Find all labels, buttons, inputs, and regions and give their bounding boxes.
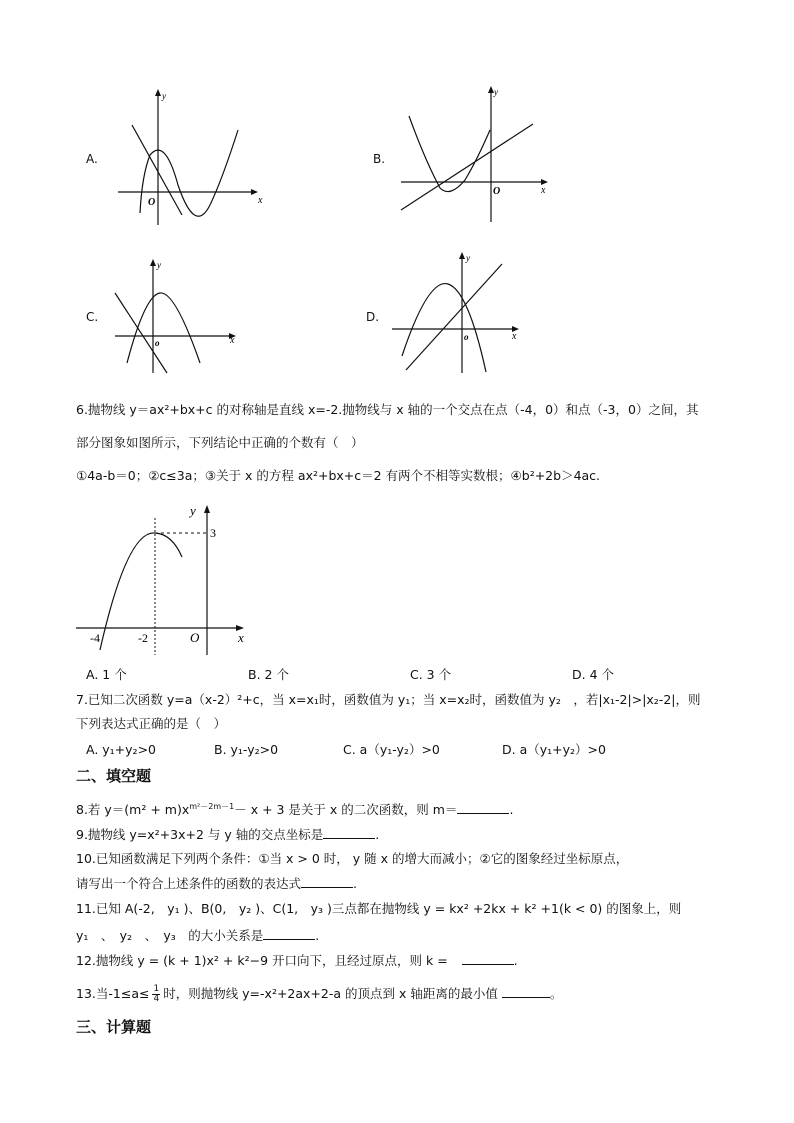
- q6-line3: ①4a-b＝0；②c≤3a；③关于 x 的方程 ax²+bx+c＝2 有两个不相等实数根；④b²+2b＞4ac.: [76, 468, 601, 483]
- q7-line2: 下列表达式正确的是（ ）: [76, 716, 227, 731]
- q6-line1: 6.抛物线 y＝ax²+bx+c 的对称轴是直线 x=-2.抛物线与 x 轴的一个交点在点（-4，0）和点（-3，0）之间，其: [76, 402, 699, 417]
- q9-prefix: 9.抛物线 y=x²+3x+2 与 y 轴的交点坐标是: [76, 827, 324, 842]
- q11-prefix: y₁ 、 y₂ 、 y₃ 的大小关系是: [76, 928, 264, 943]
- q13-frac-den: 4: [153, 994, 160, 1004]
- x-label: x: [512, 331, 517, 342]
- q6-option-c: C. 3 个: [410, 667, 452, 682]
- x-label: x: [238, 630, 244, 645]
- q8-suffix: － x + 3 是关于 x 的二次函数，则 m＝: [234, 802, 458, 817]
- option-a-label: A.: [86, 152, 98, 166]
- q13-fraction: [152, 985, 160, 1004]
- q6-graph: [72, 500, 257, 660]
- q11-line1: 11.已知 A(-2, y₁ )、B(0, y₂ )、C(1, y₃ )三点都在抛物线 y = kx² +2kx + k² +1(k < 0) 的图象上，则: [76, 901, 682, 916]
- q6-option-d: D. 4 个: [572, 667, 614, 682]
- tick-neg4: -4: [90, 631, 100, 645]
- line: [132, 125, 182, 215]
- q6-option-b: B. 2 个: [248, 667, 289, 682]
- graph-d: [388, 248, 528, 378]
- q9-end: .: [375, 827, 380, 842]
- x-label: x: [541, 185, 546, 196]
- q13: [76, 985, 562, 1004]
- q12: [76, 952, 518, 969]
- q7-option-d: D. a（y₁+y₂）>0: [502, 742, 606, 757]
- origin-label: O: [493, 186, 501, 197]
- origin-label: O: [190, 630, 200, 645]
- x-label: x: [258, 195, 263, 206]
- q9-answer-blank[interactable]: [323, 826, 375, 839]
- q11-line2: [76, 927, 319, 944]
- origin-label: O: [148, 197, 156, 208]
- option-b-label: B.: [373, 152, 386, 166]
- line: [401, 124, 533, 210]
- parabola: [127, 293, 200, 363]
- q8-answer-blank[interactable]: [457, 801, 509, 814]
- q11-answer-blank[interactable]: [263, 927, 315, 940]
- tick-neg2: -2: [138, 631, 148, 645]
- y-label: y: [162, 91, 166, 101]
- y-label: y: [466, 253, 470, 263]
- q13-end: 。: [549, 986, 563, 1001]
- q6-line2: 部分图象如图所示，下列结论中正确的个数有（ ）: [76, 435, 364, 450]
- tick-3: 3: [210, 526, 216, 540]
- q8: [76, 801, 513, 818]
- y-label: y: [157, 260, 161, 270]
- graph-c: [105, 255, 245, 380]
- q13-answer-blank[interactable]: [502, 985, 550, 998]
- q7-option-a: A. y₁+y₂>0: [86, 742, 156, 757]
- q9: [76, 826, 379, 843]
- q7-line1: 7.已知二次函数 y=a（x-2）²+c，当 x=x₁时，函数值为 y₁；当 x=x₂时，函数值为 y₂ ，若|x₁-2|>|x₂-2|，则: [76, 692, 701, 707]
- q12-end: .: [513, 953, 518, 968]
- q13-prefix: 13.当-1≤a≤: [76, 986, 150, 1001]
- x-label: x: [230, 335, 235, 346]
- q7-option-b: B. y₁-y₂>0: [214, 742, 279, 757]
- q13-frac-num: 1: [153, 984, 160, 994]
- q10-line2: [76, 875, 357, 892]
- y-label: y: [494, 87, 498, 97]
- line: [406, 264, 502, 370]
- section-2-heading: 二、填空题: [76, 767, 152, 785]
- q10-prefix: 请写出一个符合上述条件的函数的表达式: [76, 876, 302, 891]
- section-3-heading: 三、计算题: [76, 1018, 152, 1036]
- option-d-label: D.: [366, 310, 380, 324]
- origin-label: o: [464, 332, 469, 342]
- q7-option-c: C. a（y₁-y₂）>0: [343, 742, 440, 757]
- option-c-label: C.: [86, 310, 99, 324]
- q12-prefix: 12.抛物线 y = (k + 1)x² + k²−9 开口向下，且经过原点，则 k =: [76, 953, 452, 968]
- q8-end: .: [509, 802, 514, 817]
- graph-a: [110, 85, 270, 230]
- origin-label: o: [155, 338, 160, 348]
- q13-suffix: 时，则抛物线 y=-x²+2ax+2-a 的顶点到 x 轴距离的最小值: [163, 986, 502, 1001]
- parabola: [409, 116, 490, 192]
- q10-answer-blank[interactable]: [301, 875, 353, 888]
- q12-answer-blank[interactable]: [462, 952, 514, 965]
- q11-end: .: [315, 928, 320, 943]
- q8-prefix: 8.若 y＝(m² + m)x: [76, 802, 190, 817]
- q6-option-a: A. 1 个: [86, 667, 127, 682]
- q10-line1: 10.已知函数满足下列两个条件：①当 x > 0 时， y 随 x 的增大而减小；②它的图象经过坐标原点，: [76, 851, 629, 866]
- y-label: y: [190, 503, 196, 518]
- q8-exponent: m²－2m－1: [189, 801, 235, 811]
- q10-end: .: [353, 876, 357, 891]
- graph-b: [395, 80, 555, 225]
- line: [115, 293, 167, 373]
